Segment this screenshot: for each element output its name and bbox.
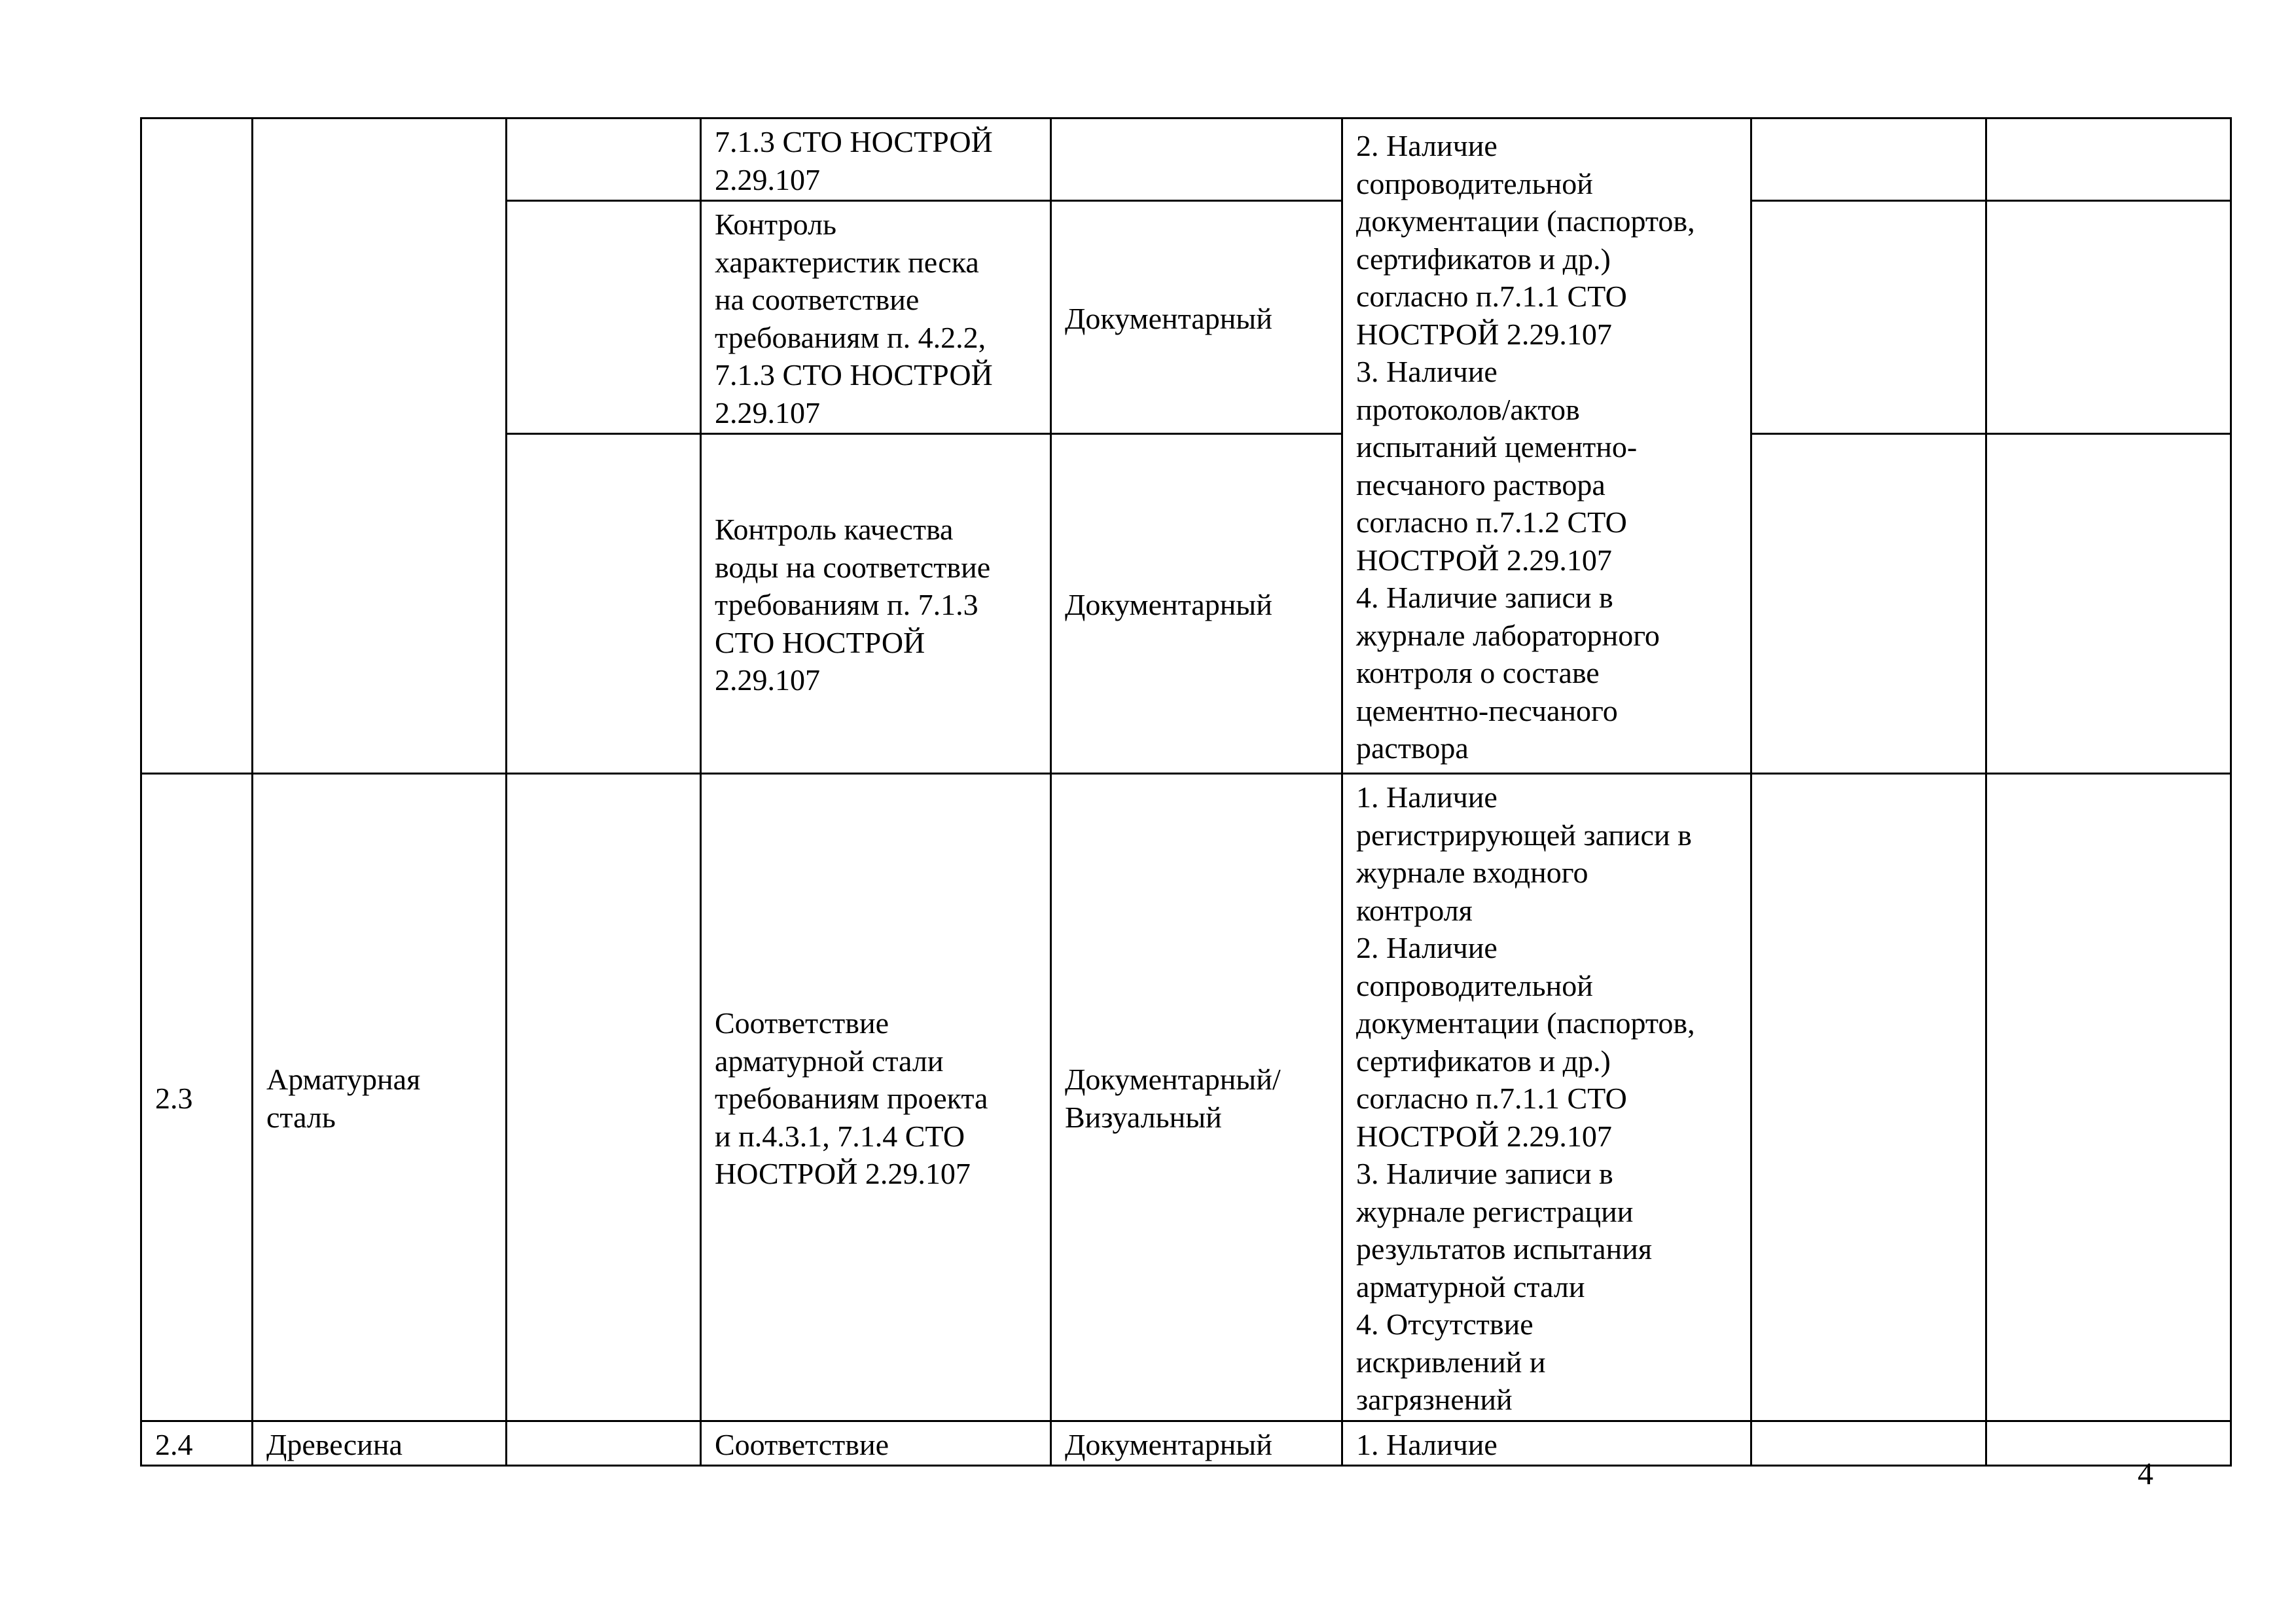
control-requirement-cell: 7.1.3 СТО НОСТРОЙ 2.29.107: [701, 119, 1051, 201]
empty-cell: [507, 434, 701, 774]
control-requirement-cell: Соответствие: [701, 1421, 1051, 1466]
empty-cell: [1751, 119, 1986, 201]
empty-cell: [507, 1421, 701, 1466]
item-number-cell: 2.3: [141, 774, 253, 1421]
control-method-cell: Документарный: [1051, 434, 1342, 774]
evidence-list-cell: 1. Наличие регистрирующей записи в журнале входного контроля 2. Наличие сопроводительной документации (паспортов, сертификатов и др.) согласно п.7.1.1 СТО НОСТРОЙ 2.29.107 3. Наличие записи в журнале регистрации результатов испытания арматурной стали 4. Отсутствие искривлений и загрязнений: [1342, 774, 1751, 1421]
empty-cell: [1986, 1421, 2231, 1466]
control-requirement-cell: Контроль характеристик песка на соответствие требованиям п. 4.2.2, 7.1.3 СТО НОСТРОЙ 2.29.107: [701, 201, 1051, 434]
evidence-list-cell: 2. Наличие сопроводительной документации (паспортов, сертификатов и др.) согласно п.7.1.1 СТО НОСТРОЙ 2.29.107 3. Наличие протоколов/актов испытаний цементно- песчаного раствора согласно п.7.1.2 СТО НОСТРОЙ 2.29.107 4. Наличие записи в журнале лабораторного контроля о составе цементно-песчаного раствора: [1342, 119, 1751, 774]
table-row: [141, 119, 2231, 201]
page-number: 4: [2138, 1457, 2153, 1491]
material-name-cell: [253, 119, 507, 774]
inspection-table: [140, 117, 2232, 1467]
empty-cell: [1986, 774, 2231, 1421]
control-requirement-cell: Контроль качества воды на соответствие требованиям п. 7.1.3 СТО НОСТРОЙ 2.29.107: [701, 434, 1051, 774]
empty-cell: [1751, 774, 1986, 1421]
control-requirement-cell: Соответствие арматурной стали требованиям проекта и п.4.3.1, 7.1.4 СТО НОСТРОЙ 2.29.107: [701, 774, 1051, 1421]
empty-cell: [1986, 119, 2231, 201]
material-name-cell: Древесина: [253, 1421, 507, 1466]
item-number-cell: [141, 119, 253, 774]
table-row: [141, 774, 2231, 1421]
item-number-cell: 2.4: [141, 1421, 253, 1466]
empty-cell: [1986, 201, 2231, 434]
empty-cell: [507, 201, 701, 434]
material-name-cell: Арматурная сталь: [253, 774, 507, 1421]
empty-cell: [1751, 434, 1986, 774]
control-method-cell: [1051, 119, 1342, 201]
table-row: [141, 1421, 2231, 1466]
evidence-list-cell: 1. Наличие: [1342, 1421, 1751, 1466]
control-method-cell: Документарный: [1051, 1421, 1342, 1466]
empty-cell: [507, 774, 701, 1421]
control-method-cell: Документарный/ Визуальный: [1051, 774, 1342, 1421]
empty-cell: [1751, 201, 1986, 434]
empty-cell: [507, 119, 701, 201]
empty-cell: [1986, 434, 2231, 774]
control-method-cell: Документарный: [1051, 201, 1342, 434]
empty-cell: [1751, 1421, 1986, 1466]
